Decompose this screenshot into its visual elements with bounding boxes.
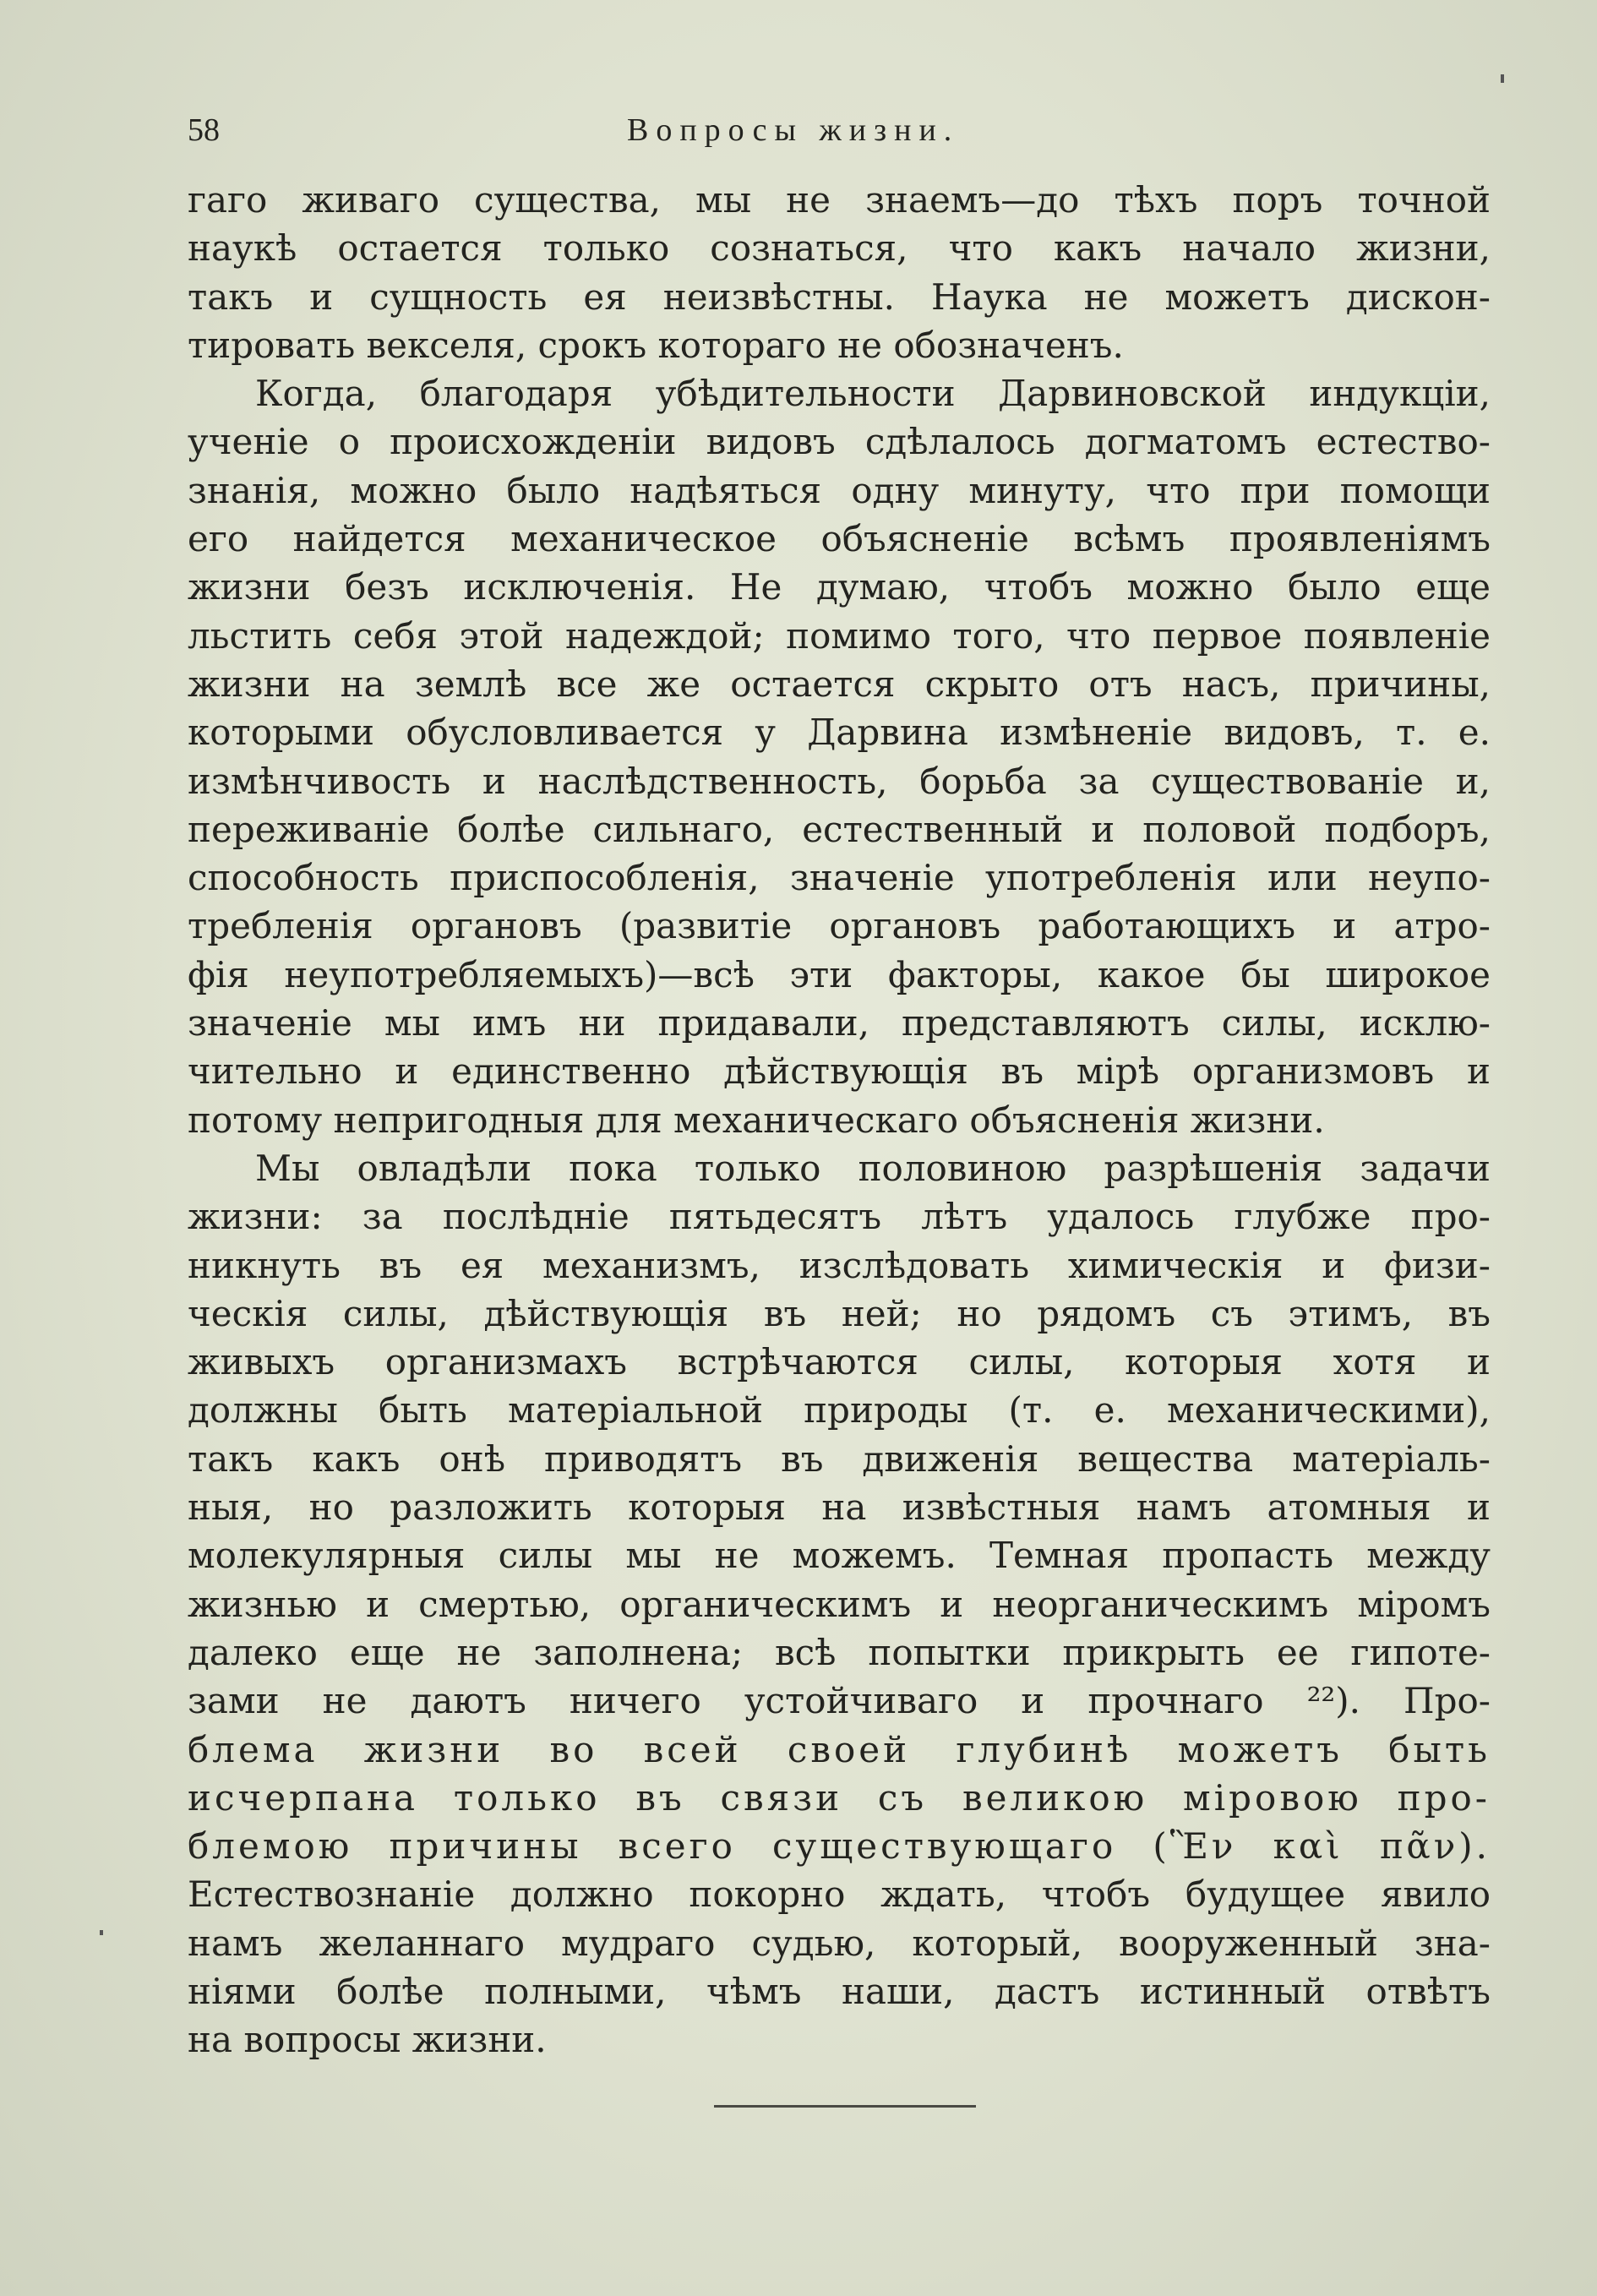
text-line: жизни на землѣ все же остается скрыто отъ насъ, причины, (188, 663, 1491, 705)
text-line: намъ желаннаго мудраго судью, который, вооруженный зна- (188, 1922, 1491, 1964)
text-line: жизнью и смертью, органическимъ и неорганическимъ міромъ (188, 1583, 1491, 1625)
text-line: далеко еще не заполнена; всѣ попытки прикрыть ее гипоте- (188, 1631, 1491, 1673)
text-line: на вопросы жизни. (188, 2019, 547, 2061)
text-line: зами не даютъ ничего устойчиваго и прочнаго ²²). Про- (188, 1680, 1491, 1722)
body-text (188, 176, 1491, 2064)
text-line: должны быть матеріальной природы (т. е. механическими), (188, 1389, 1491, 1432)
end-rule (714, 2105, 976, 2108)
text-line: такъ какъ онѣ приводятъ въ движенія вещества матеріаль- (188, 1437, 1491, 1480)
text-line: такъ и сущность ея неизвѣстны. Наука не можетъ дискон- (188, 275, 1491, 318)
text-line: переживаніе болѣе сильнаго, естественный и половой подборъ, (188, 808, 1491, 850)
text-line: ніями болѣе полными, чѣмъ наши, дастъ истинный отвѣтъ (188, 1970, 1491, 2012)
text-line: льстить себя этой надеждой; помимо того, что первое появленіе (188, 614, 1491, 657)
text-line: жизни безъ исключенія. Не думаю, чтобъ можно было еще (188, 566, 1491, 608)
text-line: Естествознаніе должно покорно ждать, чтобъ будущее явило (188, 1873, 1491, 1916)
text-line: значеніе мы имъ ни придавали, представляютъ силы, исклю- (188, 1002, 1491, 1044)
text-line: чительно и единственно дѣйствующія въ мірѣ организмовъ и (188, 1050, 1491, 1093)
print-speck (100, 1930, 103, 1935)
page-header (188, 112, 1491, 162)
text-line: потому непригодныя для механическаго объясненія жизни. (188, 1099, 1325, 1141)
text-line: гаго живаго существа, мы не знаемъ—до тѣхъ поръ точной (188, 179, 1491, 221)
page-number: 58 (188, 112, 220, 148)
paragraph (188, 1144, 1491, 2064)
text-line: блемою причины всего существующаго (Ἓν καὶ πᾶν). (188, 1825, 1491, 1868)
text-line: измѣнчивость и наслѣдственность, борьба за существованіе и, (188, 760, 1491, 802)
text-line: фія неупотребляемыхъ)—всѣ эти факторы, какое бы широкое (188, 953, 1491, 995)
text-line: жизни: за послѣдніе пятьдесятъ лѣтъ удалось глубже про- (188, 1196, 1491, 1238)
text-line: наукѣ остается только сознаться, что какъ начало жизни, (188, 227, 1491, 270)
text-line: тировать векселя, срокъ котораго не обозначенъ. (188, 324, 1124, 366)
text-line: живыхъ организмахъ встрѣчаются силы, которыя хотя и (188, 1341, 1491, 1383)
text-line: его найдется механическое объясненіе всѣмъ проявленіямъ (188, 518, 1491, 560)
text-line: требленія органовъ (развитіе органовъ работающихъ и атро- (188, 905, 1491, 947)
text-line: знанія, можно было надѣяться одну минуту, что при помощи (188, 469, 1491, 511)
text-line: ученіе о происхожденіи видовъ сдѣлалось догматомъ естество- (188, 421, 1491, 463)
text-line: которыми обусловливается у Дарвина измѣненіе видовъ, т. е. (188, 712, 1491, 754)
text-line: ческія силы, дѣйствующія въ ней; но рядомъ съ этимъ, въ (188, 1292, 1491, 1334)
text-line: способность приспособленія, значеніе употребленія или неупо- (188, 857, 1491, 899)
text-line: Когда, благодаря убѣдительности Дарвиновской индукціи, (255, 373, 1491, 415)
text-line: молекулярныя силы мы не можемъ. Темная пропасть между (188, 1535, 1491, 1577)
print-speck (1501, 74, 1504, 83)
paragraph (188, 176, 1491, 369)
running-title: Вопросы жизни. (627, 112, 960, 148)
text-line: Мы овладѣли пока только половиною разрѣшенія задачи (255, 1147, 1491, 1189)
text-line: исчерпана только въ связи съ великою міровою про- (188, 1776, 1491, 1819)
text-line: блема жизни во всей своей глубинѣ можетъ быть (188, 1728, 1491, 1770)
paragraph (188, 369, 1491, 1144)
text-line: ныя, но разложить которыя на извѣстныя намъ атомныя и (188, 1486, 1491, 1529)
text-line: никнуть въ ея механизмъ, изслѣдовать химическія и физи- (188, 1244, 1491, 1286)
